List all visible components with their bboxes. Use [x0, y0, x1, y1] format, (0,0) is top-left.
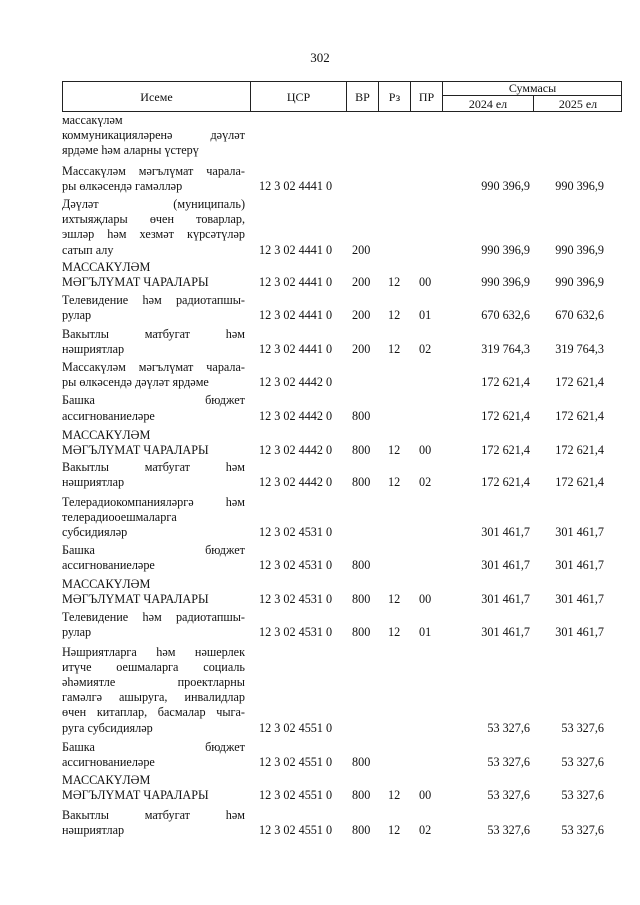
row-name-line: МӘГЪЛҮМАТ ЧАРАЛАРЫ: [62, 443, 209, 458]
row-sum-2025: 301 461,7: [555, 591, 604, 606]
header-sums: Суммасы: [442, 81, 622, 95]
row-name-line: Башка бюджет: [62, 543, 245, 558]
table-row: [62, 808, 622, 838]
row-name: [62, 197, 245, 258]
row-rz: 12: [388, 591, 401, 606]
table-row: [62, 393, 622, 423]
row-name-line: МАССАКҮЛӘМ: [62, 773, 151, 788]
row-name-line: Массакүләм мәгълүмат чарала-: [62, 163, 245, 178]
row-sum-2025: 301 461,7: [555, 525, 604, 540]
row-sum-2024: 172 621,4: [481, 375, 530, 390]
row-vr: 800: [352, 443, 371, 458]
table-header: [62, 81, 622, 112]
row-name-line: рулар: [62, 625, 92, 640]
row-sum-2025: 301 461,7: [555, 625, 604, 640]
row-sum-2024: 53 327,6: [487, 754, 530, 769]
row-csr: 12 3 02 4531 0: [259, 591, 333, 606]
header-csr: ЦСР: [250, 81, 346, 112]
row-name-line: итүче оешмаларга социаль: [62, 659, 245, 674]
row-rz: 12: [388, 443, 401, 458]
row-name-line: ассигнованиеләре: [62, 408, 155, 423]
row-sum-2024: 990 396,9: [481, 275, 530, 290]
row-name-line: Вакытлы матбугат һәм: [62, 807, 245, 822]
row-name-line: Дәүләт (муниципаль): [62, 197, 245, 212]
row-name-line: ассигнованиеләре: [62, 754, 155, 769]
row-name-line: руга субсидияләр: [62, 720, 153, 735]
row-sum-2025: 172 621,4: [555, 408, 604, 423]
row-name: [62, 495, 245, 541]
row-pr: 02: [419, 822, 432, 837]
table-row: [62, 740, 622, 770]
row-name-line: эшләр һәм хезмәт күрсәтүләр: [62, 227, 245, 242]
row-name-line: өчен китаплар, басмалар чыга-: [62, 705, 245, 720]
row-sum-2024: 53 327,6: [487, 720, 530, 735]
row-name-line: МАССАКҮЛӘМ: [62, 427, 151, 442]
row-vr: 800: [352, 558, 371, 573]
row-sum-2025: 53 327,6: [561, 754, 604, 769]
row-csr: 12 3 02 4551 0: [259, 720, 333, 735]
row-pr: 00: [419, 275, 432, 290]
row-name: [62, 327, 245, 357]
row-vr: 800: [352, 754, 371, 769]
row-name-line: Башка бюджет: [62, 393, 245, 408]
row-name: [62, 260, 245, 290]
row-sum-2025: 670 632,6: [555, 308, 604, 323]
row-vr: 200: [352, 242, 371, 257]
row-name-line: Телерадиокомпанияләргә һәм: [62, 494, 245, 509]
header-pr: ПР: [410, 81, 442, 112]
row-name-line: Вакытлы матбугат һәм: [62, 460, 245, 475]
row-name-line: Вакытлы матбугат һәм: [62, 326, 245, 341]
row-sum-2024: 301 461,7: [481, 591, 530, 606]
row-name-line: Телевидение һәм радиотапшы-: [62, 293, 245, 308]
row-sum-2025: 172 621,4: [555, 443, 604, 458]
row-sum-2025: 990 396,9: [555, 242, 604, 257]
row-vr: 800: [352, 822, 371, 837]
row-csr: 12 3 02 4442 0: [259, 408, 333, 423]
row-name-line: МАССАКҮЛӘМ: [62, 576, 151, 591]
table-row: [62, 113, 622, 159]
row-sum-2025: 990 396,9: [555, 178, 604, 193]
row-sum-2024: 990 396,9: [481, 242, 530, 257]
row-rz: 12: [388, 788, 401, 803]
row-csr: 12 3 02 4442 0: [259, 443, 333, 458]
row-name-line: сатып алу: [62, 242, 114, 257]
row-sum-2024: 172 621,4: [481, 443, 530, 458]
row-name-line: рулар: [62, 308, 92, 323]
row-name: [62, 773, 245, 803]
table-row: [62, 360, 622, 390]
row-sum-2024: 301 461,7: [481, 558, 530, 573]
header-name: Исеме: [62, 81, 250, 112]
row-csr: 12 3 02 4531 0: [259, 625, 333, 640]
row-name: [62, 293, 245, 323]
row-name: [62, 164, 245, 194]
row-csr: 12 3 02 4441 0: [259, 178, 333, 193]
row-name-line: гамәлгә ашыруга, инвалидлар: [62, 690, 245, 705]
row-rz: 12: [388, 625, 401, 640]
row-name-line: МӘГЪЛҮМАТ ЧАРАЛАРЫ: [62, 591, 209, 606]
row-vr: 200: [352, 341, 371, 356]
row-name-line: нәшриятлар: [62, 475, 125, 490]
row-pr: 00: [419, 591, 432, 606]
row-vr: 800: [352, 591, 371, 606]
table-row: [62, 197, 622, 258]
row-name-line: телерадиооешмаларга: [62, 509, 177, 524]
row-rz: 12: [388, 275, 401, 290]
row-name-line: ры өлкәсендә гамәлләр: [62, 178, 183, 193]
table-row: [62, 645, 622, 736]
row-name: [62, 393, 245, 423]
row-sum-2024: 301 461,7: [481, 525, 530, 540]
row-name-line: массакүләм: [62, 113, 123, 127]
row-sum-2024: 53 327,6: [487, 822, 530, 837]
row-sum-2025: 53 327,6: [561, 720, 604, 735]
row-sum-2024: 319 764,3: [481, 341, 530, 356]
row-rz: 12: [388, 341, 401, 356]
row-name-line: МӘГЪЛҮМАТ ЧАРАЛАРЫ: [62, 788, 209, 803]
row-csr: 12 3 02 4551 0: [259, 822, 333, 837]
table-row: [62, 293, 622, 323]
row-name-line: Нәшриятларга һәм нәшерлек: [62, 644, 245, 659]
table-row: [62, 543, 622, 573]
row-csr: 12 3 02 4441 0: [259, 308, 333, 323]
row-name-line: әһәмиятле проектларны: [62, 674, 245, 689]
row-csr: 12 3 02 4531 0: [259, 558, 333, 573]
row-csr: 12 3 02 4441 0: [259, 242, 333, 257]
table-body: [62, 113, 622, 838]
row-rz: 12: [388, 822, 401, 837]
row-name-line: нәшриятлар: [62, 341, 125, 356]
row-name: [62, 740, 245, 770]
row-name-line: МАССАКҮЛӘМ: [62, 259, 151, 274]
row-sum-2024: 670 632,6: [481, 308, 530, 323]
header-year-2025: 2025 ел: [533, 95, 622, 112]
row-csr: 12 3 02 4441 0: [259, 275, 333, 290]
row-sum-2024: 172 621,4: [481, 475, 530, 490]
row-sum-2025: 53 327,6: [561, 788, 604, 803]
table-row: [62, 773, 622, 803]
row-sum-2025: 990 396,9: [555, 275, 604, 290]
row-pr: 02: [419, 475, 432, 490]
row-csr: 12 3 02 4531 0: [259, 525, 333, 540]
row-csr: 12 3 02 4551 0: [259, 754, 333, 769]
row-sum-2024: 53 327,6: [487, 788, 530, 803]
row-name: [62, 460, 245, 490]
row-sum-2025: 53 327,6: [561, 822, 604, 837]
row-csr: 12 3 02 4442 0: [259, 375, 333, 390]
row-vr: 800: [352, 788, 371, 803]
row-name-line: коммуникацияләренә дәүләт: [62, 128, 245, 143]
row-vr: 800: [352, 408, 371, 423]
row-name: [62, 645, 245, 736]
row-name-line: ихтыяҗлары өчен товарлар,: [62, 212, 245, 227]
row-vr: 800: [352, 625, 371, 640]
header-rz: Рз: [378, 81, 410, 112]
row-pr: 00: [419, 443, 432, 458]
row-name-line: субсидияләр: [62, 525, 128, 540]
row-name-line: ры өлкәсендә дәүләт ярдәме: [62, 375, 209, 390]
row-name-line: Телевидение һәм радиотапшы-: [62, 610, 245, 625]
row-name-line: нәшриятлар: [62, 822, 125, 837]
row-csr: 12 3 02 4551 0: [259, 788, 333, 803]
table-row: [62, 164, 622, 194]
row-name-line: Массакүләм мәгълүмат чарала-: [62, 360, 245, 375]
row-name-line: МӘГЪЛҮМАТ ЧАРАЛАРЫ: [62, 275, 209, 290]
header-year-2024: 2024 ел: [442, 95, 533, 112]
table-row: [62, 460, 622, 490]
row-csr: 12 3 02 4441 0: [259, 341, 333, 356]
row-name-line: ассигнованиеләре: [62, 558, 155, 573]
row-name: [62, 543, 245, 573]
page-number: 302: [310, 50, 330, 65]
table-row: [62, 428, 622, 458]
row-name: [62, 428, 245, 458]
row-sum-2024: 301 461,7: [481, 625, 530, 640]
table-row: [62, 260, 622, 290]
row-sum-2024: 990 396,9: [481, 178, 530, 193]
row-pr: 02: [419, 341, 432, 356]
row-csr: 12 3 02 4442 0: [259, 475, 333, 490]
row-rz: 12: [388, 308, 401, 323]
row-sum-2025: 172 621,4: [555, 475, 604, 490]
row-name: [62, 360, 245, 390]
table-row: [62, 577, 622, 607]
table-row: [62, 495, 622, 541]
row-name-line: ярдәме һәм аларны үстерү: [62, 143, 199, 158]
row-vr: 200: [352, 275, 371, 290]
row-pr: 00: [419, 788, 432, 803]
header-vr: ВР: [346, 81, 378, 112]
row-name: [62, 113, 245, 159]
row-name-line: Башка бюджет: [62, 739, 245, 754]
row-sum-2025: 172 621,4: [555, 375, 604, 390]
row-name: [62, 577, 245, 607]
row-sum-2024: 172 621,4: [481, 408, 530, 423]
row-vr: 200: [352, 308, 371, 323]
row-pr: 01: [419, 308, 432, 323]
table-row: [62, 327, 622, 357]
row-sum-2025: 301 461,7: [555, 558, 604, 573]
row-vr: 800: [352, 475, 371, 490]
row-name: [62, 808, 245, 838]
row-rz: 12: [388, 475, 401, 490]
row-sum-2025: 319 764,3: [555, 341, 604, 356]
table-row: [62, 610, 622, 640]
row-name: [62, 610, 245, 640]
row-pr: 01: [419, 625, 432, 640]
